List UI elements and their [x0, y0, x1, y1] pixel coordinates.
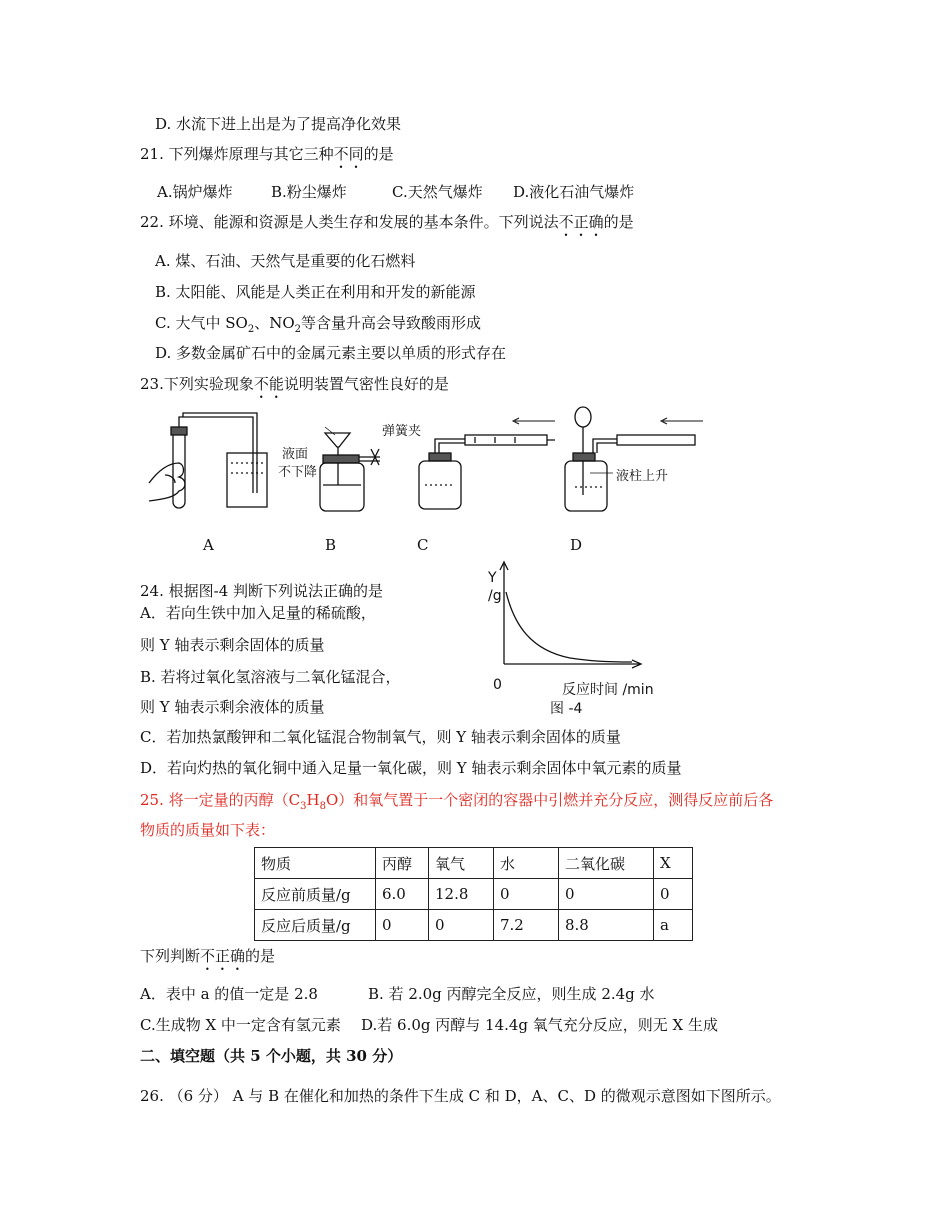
- table-header-row: [255, 848, 693, 879]
- table-cell: 8.8: [559, 910, 654, 941]
- q25-stem-1: [140, 790, 773, 817]
- q21-option-b: B.粉尘爆炸: [271, 183, 347, 201]
- q24-option-d: D．若向灼热的氧化铜中通入足量一氧化碳，则 Y 轴表示剩余固体中氧元素的质量: [140, 759, 682, 777]
- q22-option-c-sub1: 2: [247, 324, 255, 335]
- apparatus-a: [149, 413, 267, 508]
- table-header-cell: 物质: [255, 848, 376, 879]
- q25-option-a: A．表中 a 的值一定是 2.8: [140, 985, 318, 1003]
- q23-stem-emphasis: 不能: [253, 375, 284, 393]
- q21-option-a: A.锅炉爆炸: [157, 183, 233, 201]
- q24-option-a-2: 则 Y 轴表示剩余固体的质量: [140, 636, 325, 654]
- apparatus-b: [320, 427, 380, 511]
- table-cell: 0: [429, 910, 494, 941]
- table-header-cell: 二氧化碳: [559, 848, 654, 879]
- table-cell: 0: [654, 879, 693, 910]
- table-header-cell: 丙醇: [376, 848, 429, 879]
- table-cell: 0: [559, 879, 654, 910]
- table-row: [255, 910, 693, 941]
- q20-option-d: D. 水流下进上出是为了提高净化效果: [155, 115, 402, 133]
- q21-option-c: C.天然气爆炸: [392, 183, 483, 201]
- decay-curve: [506, 592, 632, 662]
- q22-option-c-sub2: 2: [294, 324, 302, 335]
- table-cell: 0: [376, 910, 429, 941]
- table-cell: a: [654, 910, 693, 941]
- q22-option-a: A. 煤、石油、天然气是重要的化石燃料: [155, 252, 416, 270]
- figure-4-graph: [480, 560, 660, 670]
- q25-stem-1-sub-8: 8: [319, 801, 326, 812]
- apparatus-d: [565, 407, 703, 511]
- q23-stem: [140, 374, 449, 402]
- q25-judge-emphasis: 不正确: [200, 947, 246, 965]
- fig-label-a: A: [203, 536, 214, 554]
- table-header-cell: 水: [494, 848, 559, 879]
- fig-label-b: B: [325, 536, 337, 554]
- apparatus-c: [419, 418, 555, 509]
- q21-stem-post: 的是: [363, 145, 394, 163]
- table-cell: 0: [494, 879, 559, 910]
- q22-stem-post: 的是: [603, 213, 634, 231]
- q22-option-b: B. 太阳能、风能是人类正在利用和开发的新能源: [155, 283, 476, 301]
- q22-stem: [140, 212, 634, 240]
- q22-option-c: [155, 313, 481, 340]
- q21-stem-emphasis: 不同: [333, 145, 364, 163]
- q24-option-c: C．若加热氯酸钾和二氧化锰混合物制氧气，则 Y 轴表示剩余固体的质量: [140, 728, 621, 746]
- q25-stem-1-post: O）和氧气置于一个密闭的容器中引燃并充分反应，测得反应前后各: [325, 791, 774, 809]
- table-cell: 反应后质量/g: [255, 910, 376, 941]
- graph-origin: 0: [493, 677, 502, 693]
- q23-stem-pre: 23.下列实验现象: [140, 375, 254, 393]
- q25-stem-1-h: H: [306, 791, 320, 809]
- fig-b-label-2: 不下降: [278, 465, 318, 480]
- fig-label-d: D: [570, 536, 583, 554]
- q22-option-d: D. 多数金属矿石中的金属元素主要以单质的形式存在: [155, 344, 507, 362]
- table-cell: 6.0: [376, 879, 429, 910]
- table-header-cell: X: [654, 848, 693, 879]
- q22-option-c-post: 等含量升高会导致酸雨形成: [301, 314, 482, 332]
- q21-stem-pre: 21. 下列爆炸原理与其它三种: [140, 145, 334, 163]
- table-cell: 12.8: [429, 879, 494, 910]
- q25-stem-2: 物质的质量如下表：: [140, 821, 276, 839]
- fig-label-c: C: [417, 536, 429, 554]
- q24-option-b-2: 则 Y 轴表示剩余液体的质量: [140, 698, 325, 716]
- graph-y-label-2: /g: [488, 588, 502, 604]
- table-cell: 7.2: [494, 910, 559, 941]
- q24-option-a-1: A．若向生铁中加入足量的稀硫酸，: [140, 604, 376, 622]
- q22-option-c-pre: C. 大气中 SO: [155, 314, 248, 332]
- q23-stem-post: 说明装置气密性良好的是: [283, 375, 449, 393]
- fig-b-clip-label: 弹簧夹: [382, 424, 422, 439]
- q22-stem-pre: 22. 环境、能源和资源是人类生存和发展的基本条件。下列说法: [140, 213, 559, 231]
- q21-option-d: D.液化石油气爆炸: [513, 183, 635, 201]
- section-2-heading: 二、填空题（共 5 个小题，共 30 分）: [140, 1047, 403, 1065]
- q22-stem-emphasis: 不正确: [558, 213, 604, 231]
- q25-option-c: C.生成物 X 中一定含有氢元素: [140, 1016, 341, 1034]
- graph-caption: 图 -4: [550, 701, 583, 717]
- q22-option-c-mid: 、NO: [254, 314, 295, 332]
- q25-stem-1-sub-3: 3: [300, 801, 307, 812]
- table-cell: 反应前质量/g: [255, 879, 376, 910]
- fig-d-label: 液柱上升: [616, 469, 669, 484]
- graph-y-label-1: Y: [488, 570, 497, 586]
- table-row: [255, 879, 693, 910]
- q24-option-b-1: B. 若将过氧化氢溶液与二氧化锰混合，: [140, 668, 401, 686]
- q25-judge: [140, 946, 275, 974]
- q25-judge-post: 的是: [245, 947, 276, 965]
- q25-option-b: B. 若 2.0g 丙醇完全反应，则生成 2.4g 水: [368, 985, 655, 1003]
- q26-stem: 26. （6 分） A 与 B 在催化和加热的条件下生成 C 和 D，A、C、D 的微观示意图如下图所示。: [140, 1087, 781, 1105]
- q25-judge-pre: 下列判断: [140, 947, 201, 965]
- q21-stem: [140, 144, 394, 172]
- table-header-cell: 氧气: [429, 848, 494, 879]
- q24-stem: 24. 根据图-4 判断下列说法正确的是: [140, 582, 384, 600]
- fig-b-label-1: 液面: [282, 447, 309, 462]
- mass-table: [254, 847, 693, 941]
- graph-x-label: 反应时间 /min: [562, 682, 654, 698]
- q25-stem-1-pre: 25. 将一定量的丙醇（C: [140, 791, 301, 809]
- q25-option-d: D.若 6.0g 丙醇与 14.4g 氧气充分反应，则无 X 生成: [361, 1016, 719, 1034]
